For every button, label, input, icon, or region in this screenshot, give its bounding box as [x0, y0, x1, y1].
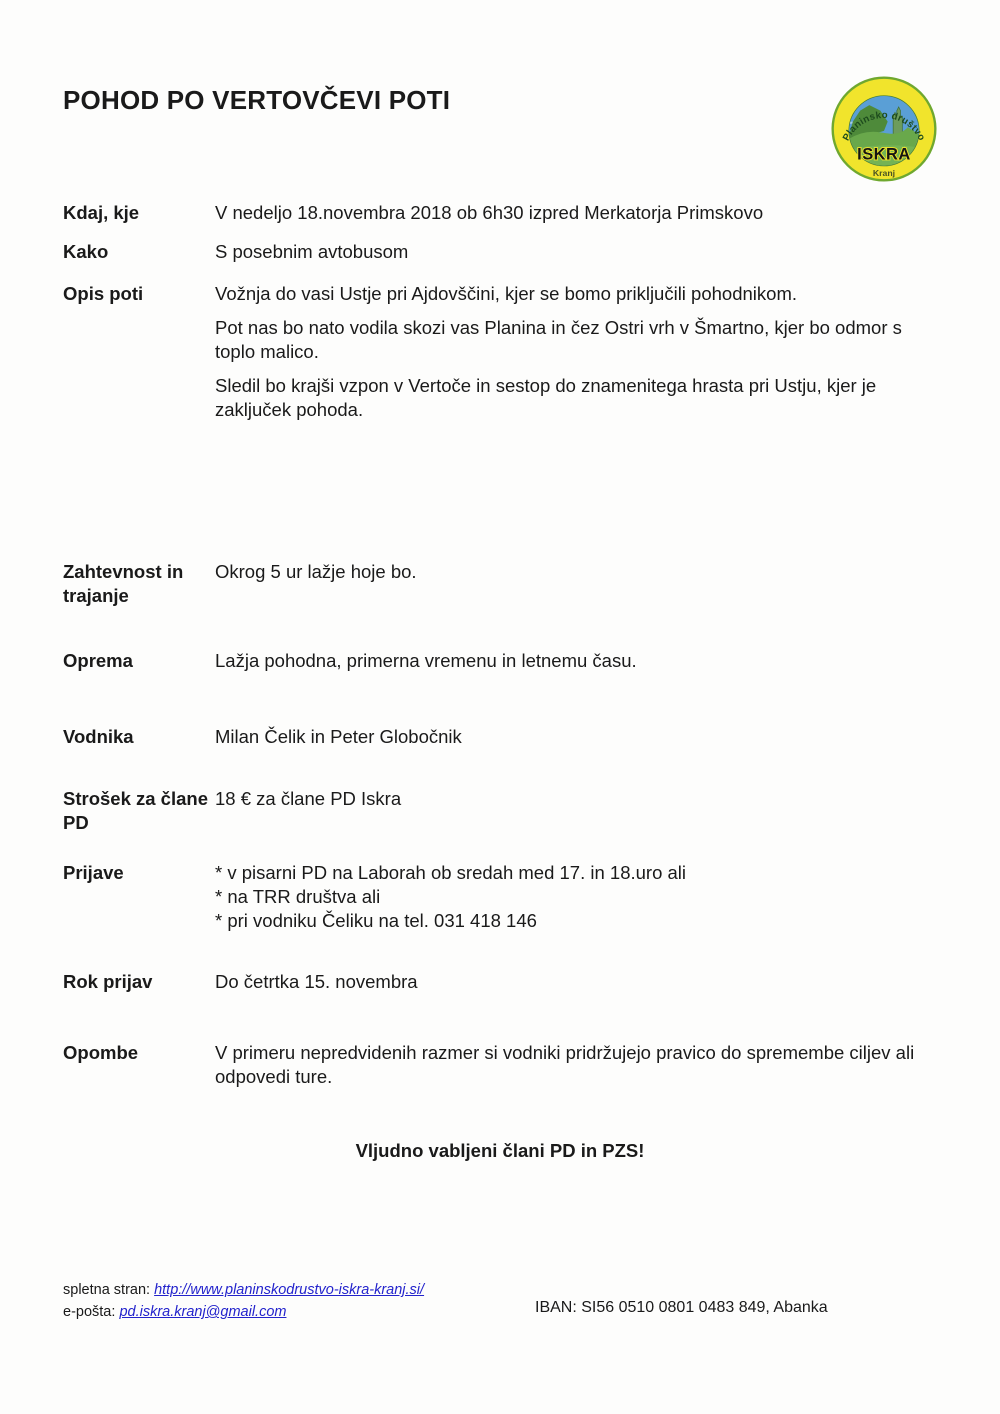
info-row [63, 201, 937, 225]
row-label: Strošek za člane PD [63, 788, 208, 833]
row-value [215, 240, 937, 264]
row-paragraph: V primeru nepredvidenih razmer si vodniki pridržujejo pravico do spremembe ciljev ali odpovedi ture. [215, 1042, 915, 1087]
website-label: spletna stran: [63, 1282, 151, 1298]
row-label: Oprema [63, 650, 133, 671]
row-label: Kako [63, 241, 109, 262]
row-paragraph: * na TRR društva ali [215, 886, 381, 907]
club-logo [829, 74, 939, 184]
row-label: Opis poti [63, 283, 144, 304]
row-paragraph: * pri vodniku Čeliku na tel. 031 418 146 [215, 910, 537, 931]
email-link[interactable]: pd.iskra.kranj@gmail.com [119, 1304, 287, 1320]
email-label: e-pošta: [63, 1304, 116, 1320]
row-paragraph: Milan Čelik in Peter Globočnik [215, 726, 462, 747]
row-value [215, 1041, 937, 1089]
info-row [63, 560, 937, 608]
row-paragraph: Sledil bo krajši vzpon v Vertoče in sestop do znamenitega hrasta pri Ustju, kjer je zaključek pohoda. [215, 375, 877, 420]
row-value [215, 560, 937, 584]
row-paragraph: S posebnim avtobusom [215, 241, 409, 262]
website-line [63, 1279, 424, 1301]
logo-name-text: ISKRA [857, 145, 911, 164]
page-title: POHOD PO VERTOVČEVI POTI [63, 85, 451, 115]
info-row [63, 282, 937, 422]
website-link[interactable]: http://www.planinskodrustvo-iskra-kranj.si/ [154, 1282, 425, 1298]
footer-contact-block [63, 1279, 424, 1323]
row-label: Zahtevnost in trajanje [63, 561, 184, 606]
row-paragraph: Pot nas bo nato vodila skozi vas Planina in čez Ostri vrh v Šmartno, kjer bo odmor s toplo malico. [215, 317, 902, 362]
row-label: Opombe [63, 1042, 139, 1063]
info-row [63, 861, 937, 933]
info-row [63, 970, 937, 994]
row-value [215, 861, 937, 933]
info-row [63, 787, 937, 835]
row-paragraph: Vožnja do vasi Ustje pri Ajdovščini, kjer se bomo priključili pohodnikom. [215, 283, 797, 304]
row-label: Kdaj, kje [63, 202, 140, 223]
mountain-club-logo-icon [829, 74, 939, 184]
row-value [215, 787, 937, 811]
row-label: Rok prijav [63, 971, 153, 992]
info-row [63, 1041, 937, 1089]
iban-text: IBAN: SI56 0510 0801 0483 849, Abanka [535, 1299, 828, 1316]
row-label: Prijave [63, 862, 124, 883]
row-paragraph: Okrog 5 ur lažje hoje bo. [215, 561, 417, 582]
info-table [63, 201, 937, 1089]
row-value [215, 649, 937, 673]
row-paragraph: * v pisarni PD na Laborah ob sredah med 17. in 18.uro ali [215, 862, 687, 883]
row-value [215, 970, 937, 994]
info-row [63, 725, 937, 749]
row-paragraph: V nedeljo 18.novembra 2018 ob 6h30 izpred Merkatorja Primskovo [215, 202, 764, 223]
row-value [215, 725, 937, 749]
logo-arc-text: Planinsko društvo [840, 109, 928, 143]
row-paragraph: 18 € za člane PD Iskra [215, 788, 402, 809]
row-value [215, 201, 937, 225]
row-paragraph: Do četrtka 15. novembra [215, 971, 418, 992]
row-value [215, 282, 937, 422]
logo-city-text: Kranj [872, 167, 896, 178]
closing-invitation: Vljudno vabljeni člani PD in PZS! [355, 1140, 645, 1161]
info-row [63, 240, 937, 264]
row-paragraph: Lažja pohodna, primerna vremenu in letnemu času. [215, 650, 637, 671]
row-label: Vodnika [63, 726, 134, 747]
email-line [63, 1301, 424, 1323]
info-row [63, 649, 937, 673]
